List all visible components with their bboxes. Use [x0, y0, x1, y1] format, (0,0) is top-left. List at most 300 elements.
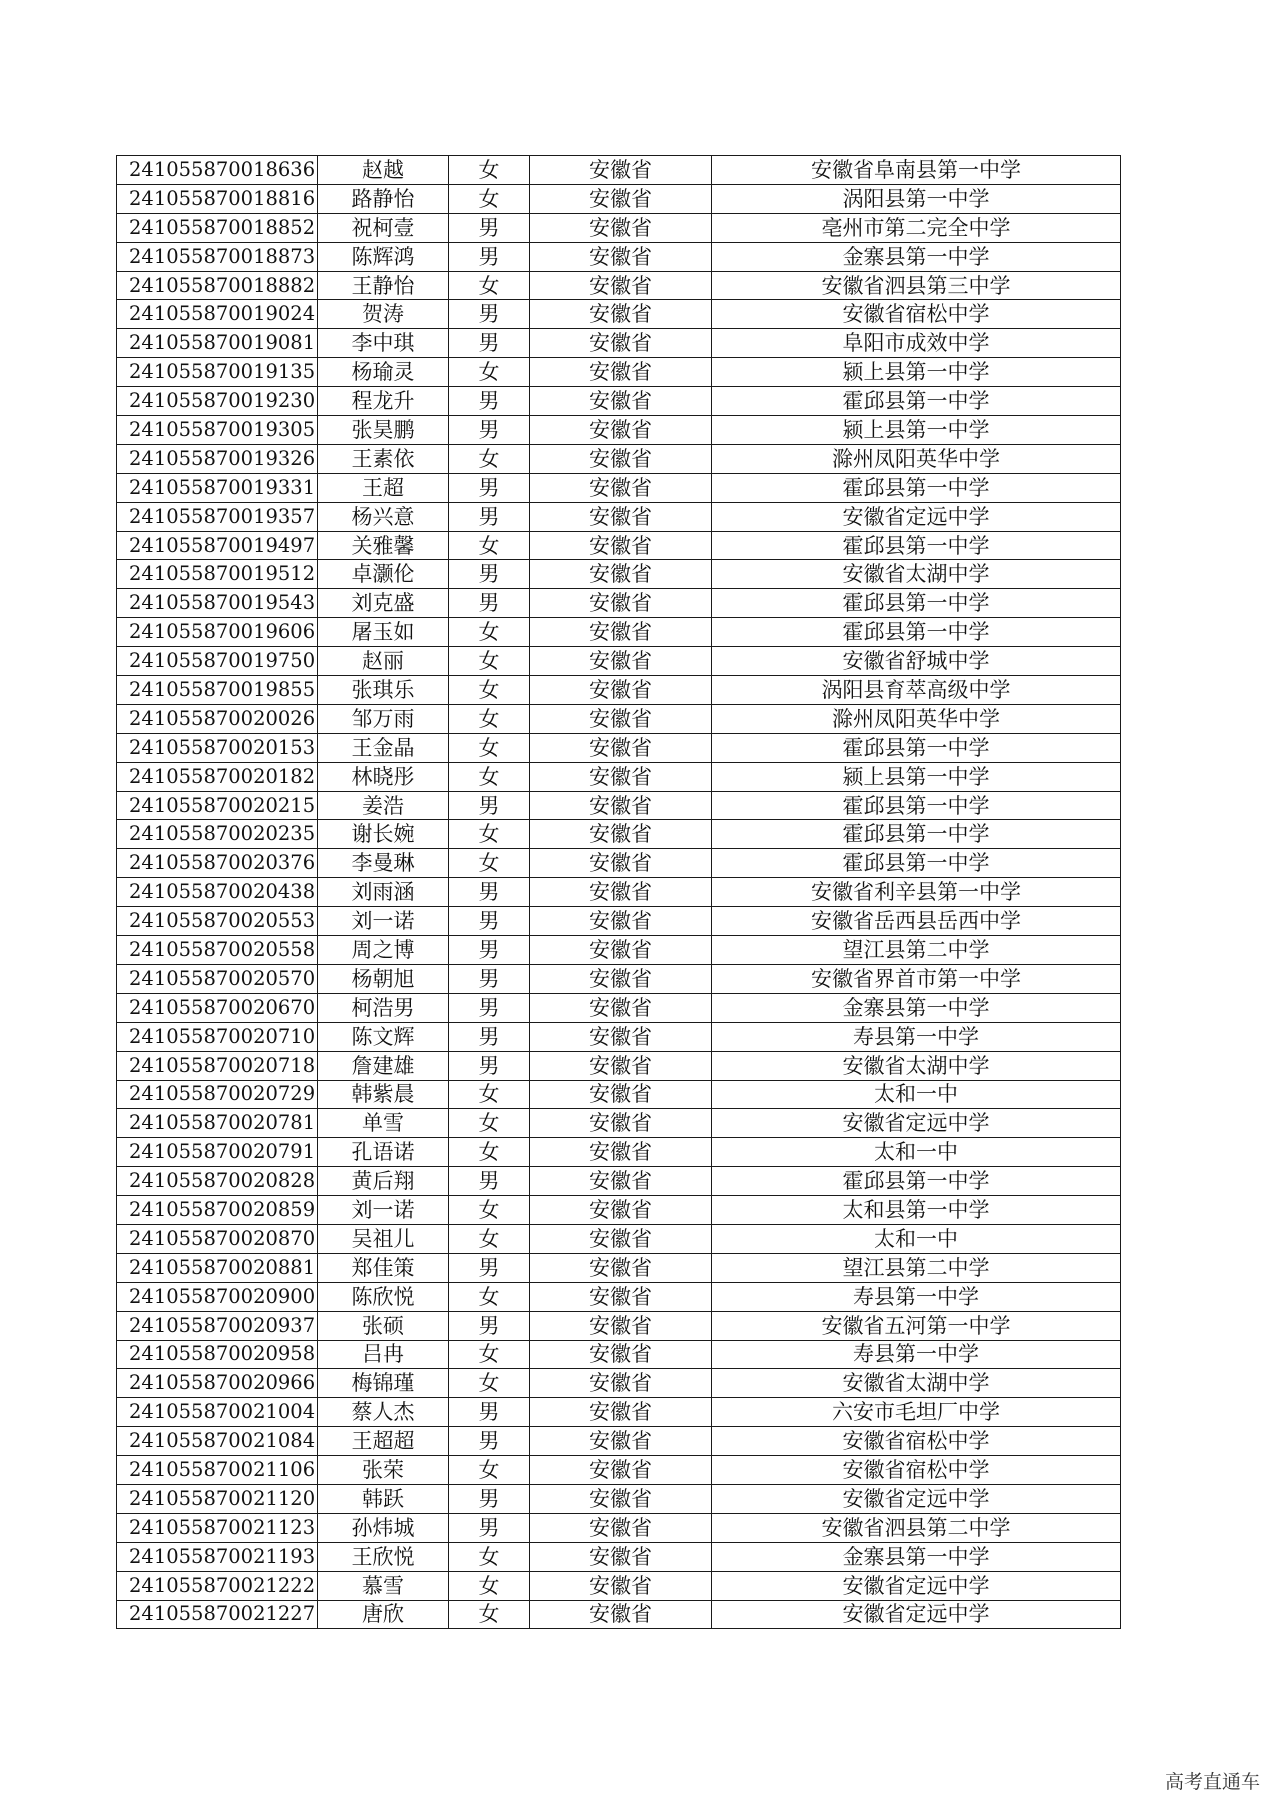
- student-id-cell: 241055870021193: [117, 1542, 318, 1571]
- student-id-cell: 241055870020781: [117, 1109, 318, 1138]
- school-cell: 霍邱县第一中学: [712, 849, 1121, 878]
- table-row: [117, 387, 1121, 416]
- gender-cell: 女: [449, 531, 530, 560]
- student-name-cell: 路静怡: [318, 184, 449, 213]
- table-row: [117, 1196, 1121, 1225]
- student-id-cell: 241055870019512: [117, 560, 318, 589]
- school-cell: 安徽省定远中学: [712, 1571, 1121, 1600]
- province-cell: 安徽省: [530, 993, 712, 1022]
- school-cell: 安徽省定远中学: [712, 1109, 1121, 1138]
- student-id-cell: 241055870021120: [117, 1484, 318, 1513]
- gender-cell: 女: [449, 820, 530, 849]
- school-cell: 金寨县第一中学: [712, 993, 1121, 1022]
- school-cell: 寿县第一中学: [712, 1282, 1121, 1311]
- gender-cell: 男: [449, 1484, 530, 1513]
- province-cell: 安徽省: [530, 1224, 712, 1253]
- province-cell: 安徽省: [530, 1051, 712, 1080]
- student-id-cell: 241055870020881: [117, 1253, 318, 1282]
- gender-cell: 女: [449, 733, 530, 762]
- school-cell: 寿县第一中学: [712, 1022, 1121, 1051]
- student-name-cell: 梅锦瑾: [318, 1369, 449, 1398]
- student-name-cell: 王素依: [318, 444, 449, 473]
- table-row: [117, 271, 1121, 300]
- school-cell: 安徽省宿松中学: [712, 300, 1121, 329]
- province-cell: 安徽省: [530, 184, 712, 213]
- gender-cell: 女: [449, 1369, 530, 1398]
- student-id-cell: 241055870020937: [117, 1311, 318, 1340]
- province-cell: 安徽省: [530, 1542, 712, 1571]
- student-id-cell: 241055870019081: [117, 329, 318, 358]
- gender-cell: 男: [449, 1022, 530, 1051]
- gender-cell: 女: [449, 1080, 530, 1109]
- province-cell: 安徽省: [530, 1138, 712, 1167]
- table-row: [117, 1369, 1121, 1398]
- table-row: [117, 589, 1121, 618]
- school-cell: 安徽省舒城中学: [712, 647, 1121, 676]
- gender-cell: 女: [449, 1456, 530, 1485]
- province-cell: 安徽省: [530, 444, 712, 473]
- student-name-cell: 关雅馨: [318, 531, 449, 560]
- student-id-cell: 241055870019357: [117, 502, 318, 531]
- student-name-cell: 郑佳策: [318, 1253, 449, 1282]
- school-cell: 霍邱县第一中学: [712, 791, 1121, 820]
- table-row: [117, 1138, 1121, 1167]
- table-row: [117, 502, 1121, 531]
- student-name-cell: 陈文辉: [318, 1022, 449, 1051]
- gender-cell: 男: [449, 416, 530, 445]
- table-row: [117, 531, 1121, 560]
- school-cell: 安徽省太湖中学: [712, 1369, 1121, 1398]
- school-cell: 颍上县第一中学: [712, 762, 1121, 791]
- student-name-cell: 杨兴意: [318, 502, 449, 531]
- province-cell: 安徽省: [530, 1513, 712, 1542]
- school-cell: 金寨县第一中学: [712, 242, 1121, 271]
- student-id-cell: 241055870020710: [117, 1022, 318, 1051]
- school-cell: 安徽省定远中学: [712, 1484, 1121, 1513]
- gender-cell: 女: [449, 156, 530, 185]
- student-id-cell: 241055870021123: [117, 1513, 318, 1542]
- student-name-cell: 韩跃: [318, 1484, 449, 1513]
- gender-cell: 女: [449, 618, 530, 647]
- gender-cell: 女: [449, 1542, 530, 1571]
- student-name-cell: 张荣: [318, 1456, 449, 1485]
- school-cell: 霍邱县第一中学: [712, 531, 1121, 560]
- student-id-cell: 241055870020558: [117, 936, 318, 965]
- table-row: [117, 1311, 1121, 1340]
- province-cell: 安徽省: [530, 1571, 712, 1600]
- student-name-cell: 程龙升: [318, 387, 449, 416]
- school-cell: 安徽省太湖中学: [712, 1051, 1121, 1080]
- student-id-cell: 241055870020438: [117, 878, 318, 907]
- student-name-cell: 慕雪: [318, 1571, 449, 1600]
- table-row: [117, 1513, 1121, 1542]
- student-name-cell: 王金晶: [318, 733, 449, 762]
- table-row: [117, 300, 1121, 329]
- gender-cell: 男: [449, 242, 530, 271]
- student-name-cell: 王超超: [318, 1427, 449, 1456]
- province-cell: 安徽省: [530, 242, 712, 271]
- roster-body: [117, 156, 1121, 1629]
- table-row: [117, 1398, 1121, 1427]
- school-cell: 望江县第二中学: [712, 1253, 1121, 1282]
- student-name-cell: 刘一诺: [318, 907, 449, 936]
- school-cell: 涡阳县育萃高级中学: [712, 676, 1121, 705]
- student-id-cell: 241055870019230: [117, 387, 318, 416]
- school-cell: 霍邱县第一中学: [712, 1167, 1121, 1196]
- student-id-cell: 241055870019331: [117, 473, 318, 502]
- gender-cell: 男: [449, 1311, 530, 1340]
- province-cell: 安徽省: [530, 589, 712, 618]
- school-cell: 安徽省泗县第三中学: [712, 271, 1121, 300]
- student-id-cell: 241055870020791: [117, 1138, 318, 1167]
- school-cell: 滁州凤阳英华中学: [712, 444, 1121, 473]
- gender-cell: 女: [449, 1282, 530, 1311]
- table-row: [117, 936, 1121, 965]
- province-cell: 安徽省: [530, 1398, 712, 1427]
- province-cell: 安徽省: [530, 791, 712, 820]
- gender-cell: 男: [449, 560, 530, 589]
- gender-cell: 男: [449, 1398, 530, 1427]
- gender-cell: 女: [449, 1109, 530, 1138]
- student-id-cell: 241055870020153: [117, 733, 318, 762]
- province-cell: 安徽省: [530, 1456, 712, 1485]
- province-cell: 安徽省: [530, 964, 712, 993]
- watermark-text: 高考直通车: [1164, 1771, 1260, 1793]
- table-row: [117, 1542, 1121, 1571]
- student-id-cell: 241055870019497: [117, 531, 318, 560]
- student-id-cell: 241055870020215: [117, 791, 318, 820]
- student-name-cell: 林晓彤: [318, 762, 449, 791]
- province-cell: 安徽省: [530, 213, 712, 242]
- student-id-cell: 241055870019305: [117, 416, 318, 445]
- gender-cell: 女: [449, 704, 530, 733]
- student-name-cell: 刘一诺: [318, 1196, 449, 1225]
- student-name-cell: 王欣悦: [318, 1542, 449, 1571]
- table-row: [117, 993, 1121, 1022]
- province-cell: 安徽省: [530, 358, 712, 387]
- student-id-cell: 241055870021106: [117, 1456, 318, 1485]
- gender-cell: 女: [449, 676, 530, 705]
- province-cell: 安徽省: [530, 878, 712, 907]
- gender-cell: 男: [449, 1051, 530, 1080]
- student-id-cell: 241055870019750: [117, 647, 318, 676]
- table-row: [117, 849, 1121, 878]
- student-name-cell: 詹建雄: [318, 1051, 449, 1080]
- gender-cell: 男: [449, 1167, 530, 1196]
- student-name-cell: 杨瑜灵: [318, 358, 449, 387]
- school-cell: 霍邱县第一中学: [712, 618, 1121, 647]
- table-row: [117, 907, 1121, 936]
- province-cell: 安徽省: [530, 1109, 712, 1138]
- province-cell: 安徽省: [530, 1253, 712, 1282]
- student-name-cell: 张硕: [318, 1311, 449, 1340]
- province-cell: 安徽省: [530, 387, 712, 416]
- school-cell: 太和一中: [712, 1080, 1121, 1109]
- province-cell: 安徽省: [530, 1427, 712, 1456]
- student-name-cell: 王超: [318, 473, 449, 502]
- student-id-cell: 241055870020828: [117, 1167, 318, 1196]
- school-cell: 颍上县第一中学: [712, 416, 1121, 445]
- province-cell: 安徽省: [530, 762, 712, 791]
- gender-cell: 男: [449, 878, 530, 907]
- table-row: [117, 878, 1121, 907]
- table-row: [117, 762, 1121, 791]
- school-cell: 霍邱县第一中学: [712, 589, 1121, 618]
- student-name-cell: 单雪: [318, 1109, 449, 1138]
- student-name-cell: 李中琪: [318, 329, 449, 358]
- student-name-cell: 谢长婉: [318, 820, 449, 849]
- gender-cell: 女: [449, 184, 530, 213]
- school-cell: 寿县第一中学: [712, 1340, 1121, 1369]
- school-cell: 霍邱县第一中学: [712, 473, 1121, 502]
- table-row: [117, 1282, 1121, 1311]
- student-name-cell: 刘克盛: [318, 589, 449, 618]
- student-id-cell: 241055870018816: [117, 184, 318, 213]
- student-name-cell: 李曼琳: [318, 849, 449, 878]
- student-name-cell: 刘雨涵: [318, 878, 449, 907]
- school-cell: 安徽省定远中学: [712, 1600, 1121, 1629]
- student-name-cell: 唐欣: [318, 1600, 449, 1629]
- student-id-cell: 241055870020900: [117, 1282, 318, 1311]
- student-id-cell: 241055870018882: [117, 271, 318, 300]
- gender-cell: 女: [449, 1196, 530, 1225]
- province-cell: 安徽省: [530, 1022, 712, 1051]
- province-cell: 安徽省: [530, 416, 712, 445]
- table-row: [117, 1427, 1121, 1456]
- student-id-cell: 241055870019543: [117, 589, 318, 618]
- student-name-cell: 赵丽: [318, 647, 449, 676]
- student-name-cell: 王静怡: [318, 271, 449, 300]
- gender-cell: 男: [449, 473, 530, 502]
- gender-cell: 女: [449, 1600, 530, 1629]
- school-cell: 安徽省阜南县第一中学: [712, 156, 1121, 185]
- gender-cell: 男: [449, 1427, 530, 1456]
- gender-cell: 男: [449, 502, 530, 531]
- table-row: [117, 820, 1121, 849]
- student-name-cell: 张琪乐: [318, 676, 449, 705]
- table-row: [117, 1571, 1121, 1600]
- student-id-cell: 241055870021222: [117, 1571, 318, 1600]
- student-name-cell: 黄后翔: [318, 1167, 449, 1196]
- province-cell: 安徽省: [530, 473, 712, 502]
- table-row: [117, 1080, 1121, 1109]
- student-roster-table: [116, 155, 1121, 1629]
- student-id-cell: 241055870020182: [117, 762, 318, 791]
- gender-cell: 男: [449, 964, 530, 993]
- student-id-cell: 241055870020870: [117, 1224, 318, 1253]
- province-cell: 安徽省: [530, 1600, 712, 1629]
- province-cell: 安徽省: [530, 156, 712, 185]
- student-name-cell: 邹万雨: [318, 704, 449, 733]
- school-cell: 霍邱县第一中学: [712, 387, 1121, 416]
- table-row: [117, 791, 1121, 820]
- table-row: [117, 358, 1121, 387]
- student-id-cell: 241055870020958: [117, 1340, 318, 1369]
- school-cell: 安徽省界首市第一中学: [712, 964, 1121, 993]
- school-cell: 六安市毛坦厂中学: [712, 1398, 1121, 1427]
- table-row: [117, 1340, 1121, 1369]
- school-cell: 望江县第二中学: [712, 936, 1121, 965]
- student-name-cell: 杨朝旭: [318, 964, 449, 993]
- gender-cell: 女: [449, 1571, 530, 1600]
- table-row: [117, 473, 1121, 502]
- province-cell: 安徽省: [530, 271, 712, 300]
- school-cell: 霍邱县第一中学: [712, 733, 1121, 762]
- school-cell: 安徽省岳西县岳西中学: [712, 907, 1121, 936]
- gender-cell: 女: [449, 1138, 530, 1167]
- student-id-cell: 241055870020729: [117, 1080, 318, 1109]
- province-cell: 安徽省: [530, 300, 712, 329]
- province-cell: 安徽省: [530, 936, 712, 965]
- school-cell: 安徽省太湖中学: [712, 560, 1121, 589]
- student-id-cell: 241055870020570: [117, 964, 318, 993]
- student-id-cell: 241055870021004: [117, 1398, 318, 1427]
- school-cell: 安徽省宿松中学: [712, 1456, 1121, 1485]
- school-cell: 阜阳市成效中学: [712, 329, 1121, 358]
- school-cell: 涡阳县第一中学: [712, 184, 1121, 213]
- school-cell: 亳州市第二完全中学: [712, 213, 1121, 242]
- table-row: [117, 1484, 1121, 1513]
- gender-cell: 男: [449, 936, 530, 965]
- student-id-cell: 241055870019855: [117, 676, 318, 705]
- table-row: [117, 1456, 1121, 1485]
- student-id-cell: 241055870019326: [117, 444, 318, 473]
- student-id-cell: 241055870020026: [117, 704, 318, 733]
- school-cell: 滁州凤阳英华中学: [712, 704, 1121, 733]
- province-cell: 安徽省: [530, 618, 712, 647]
- province-cell: 安徽省: [530, 820, 712, 849]
- student-name-cell: 贺涛: [318, 300, 449, 329]
- table-row: [117, 1022, 1121, 1051]
- gender-cell: 男: [449, 1513, 530, 1542]
- gender-cell: 男: [449, 791, 530, 820]
- student-id-cell: 241055870018636: [117, 156, 318, 185]
- gender-cell: 女: [449, 1340, 530, 1369]
- table-row: [117, 329, 1121, 358]
- table-row: [117, 733, 1121, 762]
- table-row: [117, 676, 1121, 705]
- school-cell: 太和县第一中学: [712, 1196, 1121, 1225]
- student-id-cell: 241055870020859: [117, 1196, 318, 1225]
- student-name-cell: 吴祖儿: [318, 1224, 449, 1253]
- student-id-cell: 241055870019024: [117, 300, 318, 329]
- gender-cell: 男: [449, 300, 530, 329]
- gender-cell: 男: [449, 1253, 530, 1282]
- table-row: [117, 647, 1121, 676]
- table-row: [117, 444, 1121, 473]
- table-row: [117, 416, 1121, 445]
- student-name-cell: 赵越: [318, 156, 449, 185]
- table-row: [117, 156, 1121, 185]
- province-cell: 安徽省: [530, 704, 712, 733]
- table-row: [117, 704, 1121, 733]
- student-id-cell: 241055870020670: [117, 993, 318, 1022]
- province-cell: 安徽省: [530, 849, 712, 878]
- province-cell: 安徽省: [530, 1196, 712, 1225]
- province-cell: 安徽省: [530, 1282, 712, 1311]
- table-row: [117, 560, 1121, 589]
- province-cell: 安徽省: [530, 329, 712, 358]
- student-name-cell: 柯浩男: [318, 993, 449, 1022]
- student-name-cell: 张昊鹏: [318, 416, 449, 445]
- province-cell: 安徽省: [530, 907, 712, 936]
- gender-cell: 女: [449, 1224, 530, 1253]
- student-id-cell: 241055870020966: [117, 1369, 318, 1398]
- student-id-cell: 241055870020718: [117, 1051, 318, 1080]
- school-cell: 霍邱县第一中学: [712, 820, 1121, 849]
- student-name-cell: 蔡人杰: [318, 1398, 449, 1427]
- school-cell: 安徽省泗县第二中学: [712, 1513, 1121, 1542]
- province-cell: 安徽省: [530, 502, 712, 531]
- gender-cell: 女: [449, 849, 530, 878]
- province-cell: 安徽省: [530, 1167, 712, 1196]
- gender-cell: 男: [449, 907, 530, 936]
- student-id-cell: 241055870020376: [117, 849, 318, 878]
- gender-cell: 女: [449, 762, 530, 791]
- student-name-cell: 孔语诺: [318, 1138, 449, 1167]
- province-cell: 安徽省: [530, 1484, 712, 1513]
- province-cell: 安徽省: [530, 531, 712, 560]
- student-id-cell: 241055870019606: [117, 618, 318, 647]
- table-row: [117, 242, 1121, 271]
- student-id-cell: 241055870018873: [117, 242, 318, 271]
- table-row: [117, 1109, 1121, 1138]
- table-row: [117, 618, 1121, 647]
- student-id-cell: 241055870021084: [117, 1427, 318, 1456]
- school-cell: 颍上县第一中学: [712, 358, 1121, 387]
- gender-cell: 女: [449, 647, 530, 676]
- province-cell: 安徽省: [530, 1080, 712, 1109]
- province-cell: 安徽省: [530, 733, 712, 762]
- gender-cell: 男: [449, 993, 530, 1022]
- gender-cell: 男: [449, 329, 530, 358]
- province-cell: 安徽省: [530, 560, 712, 589]
- gender-cell: 女: [449, 358, 530, 387]
- table-row: [117, 964, 1121, 993]
- school-cell: 金寨县第一中学: [712, 1542, 1121, 1571]
- student-id-cell: 241055870021227: [117, 1600, 318, 1629]
- student-name-cell: 姜浩: [318, 791, 449, 820]
- province-cell: 安徽省: [530, 676, 712, 705]
- student-id-cell: 241055870020553: [117, 907, 318, 936]
- student-name-cell: 陈辉鸿: [318, 242, 449, 271]
- student-name-cell: 祝柯壹: [318, 213, 449, 242]
- school-cell: 安徽省宿松中学: [712, 1427, 1121, 1456]
- student-name-cell: 屠玉如: [318, 618, 449, 647]
- table-row: [117, 1600, 1121, 1629]
- gender-cell: 女: [449, 444, 530, 473]
- student-name-cell: 卓灏伦: [318, 560, 449, 589]
- student-id-cell: 241055870020235: [117, 820, 318, 849]
- school-cell: 安徽省利辛县第一中学: [712, 878, 1121, 907]
- table-row: [117, 1224, 1121, 1253]
- province-cell: 安徽省: [530, 1369, 712, 1398]
- gender-cell: 男: [449, 213, 530, 242]
- gender-cell: 男: [449, 589, 530, 618]
- student-name-cell: 吕冉: [318, 1340, 449, 1369]
- school-cell: 安徽省定远中学: [712, 502, 1121, 531]
- province-cell: 安徽省: [530, 1311, 712, 1340]
- school-cell: 太和一中: [712, 1138, 1121, 1167]
- student-name-cell: 韩紫晨: [318, 1080, 449, 1109]
- table-row: [117, 1167, 1121, 1196]
- gender-cell: 女: [449, 271, 530, 300]
- table-row: [117, 213, 1121, 242]
- table-row: [117, 1051, 1121, 1080]
- table-row: [117, 1253, 1121, 1282]
- student-name-cell: 孙炜城: [318, 1513, 449, 1542]
- table-row: [117, 184, 1121, 213]
